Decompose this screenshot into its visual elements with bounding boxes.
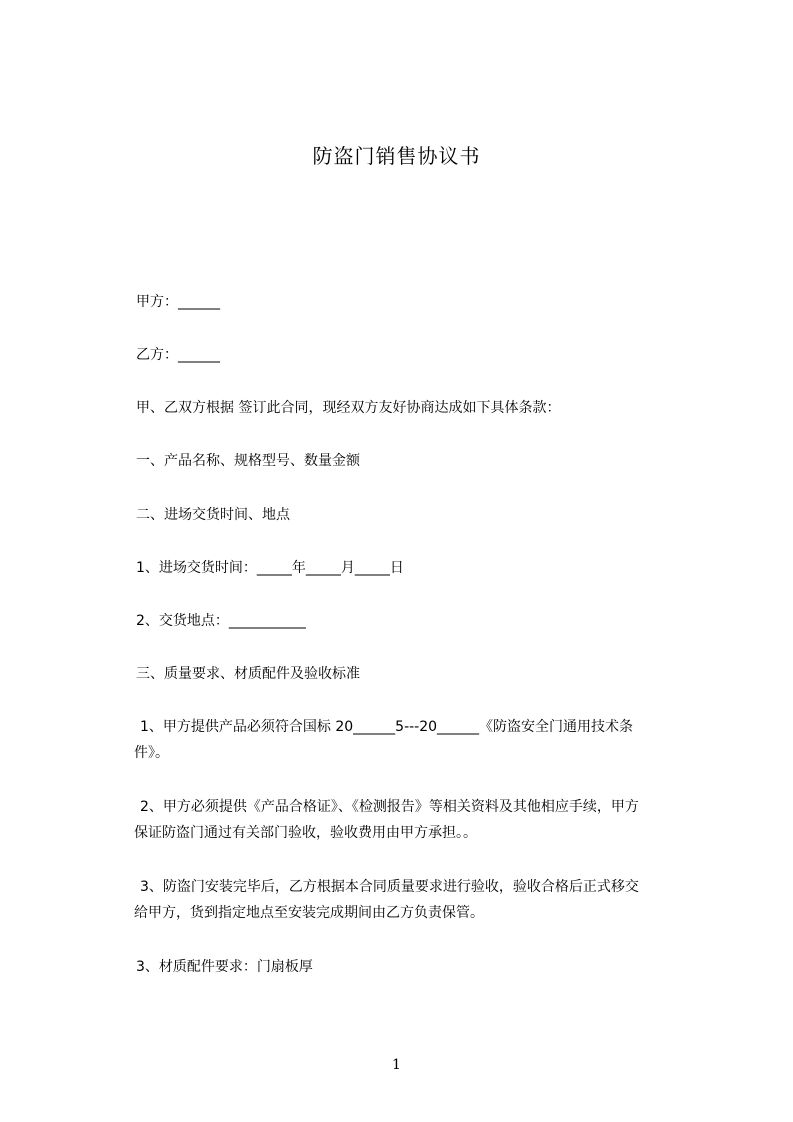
- document-title: 防盗门销售协议书: [312, 144, 481, 168]
- quality-standard-line-1: 1、甲方提供产品必须符合国标 20______5---20______《防盗安全门通用技术条: [140, 719, 634, 735]
- documents-line-2: 保证防盗门通过有关部门验收，验收费用由甲方承担。。: [134, 825, 477, 841]
- section-1-heading: 一、产品名称、规格型号、数量金额: [136, 453, 360, 469]
- material-requirements-item: 3、材质配件要求：门扇板厚: [136, 959, 313, 975]
- quality-standard-line-2: 件》。: [134, 745, 169, 761]
- documents-item: [136, 794, 716, 846]
- party-a-line: 甲方：______: [136, 294, 220, 310]
- delivery-time-item: 1、进场交货时间：_____年_____月_____日: [136, 560, 404, 576]
- acceptance-item: [136, 874, 716, 926]
- party-b-line: 乙方：______: [136, 347, 220, 363]
- section-2-heading: 二、进场交货时间、地点: [136, 507, 290, 523]
- documents-line-1: 2、甲方必须提供《产品合格证》、《检测报告》等相关资料及其他相应手续，甲方: [140, 799, 639, 815]
- quality-standard-item: [136, 714, 716, 766]
- acceptance-line-2: 给甲方，货到指定地点至安装完成期间由乙方负责保管。: [134, 905, 484, 921]
- intro-paragraph: 甲、乙双方根据 签订此合同，现经双方友好协商达成如下具体条款：: [136, 400, 561, 416]
- acceptance-line-1: 3、防盗门安装完毕后，乙方根据本合同质量要求进行验收，验收合格后正式移交: [140, 879, 639, 895]
- section-3-heading: 三、质量要求、材质配件及验收标准: [136, 666, 360, 682]
- page-number: 1: [392, 1057, 401, 1073]
- delivery-location-item: 2、交货地点：___________: [136, 613, 306, 629]
